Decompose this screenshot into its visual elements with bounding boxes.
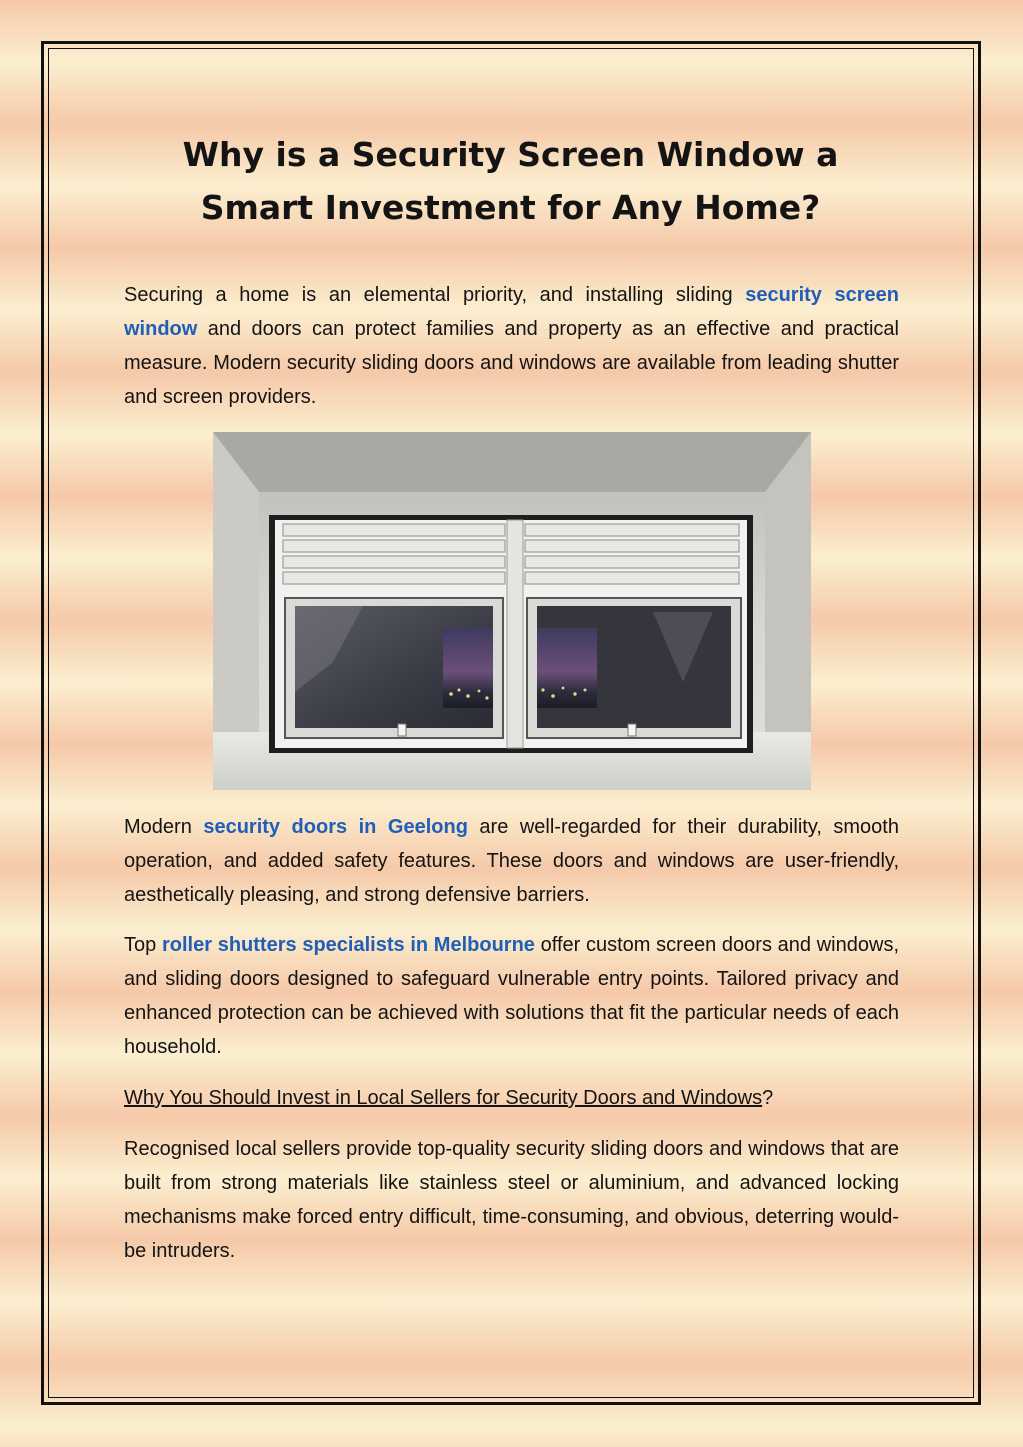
paragraph-geelong xyxy=(124,810,899,912)
paragraph-local-sellers: Recognised local sellers provide top-quality security sliding doors and windows that are built from strong materials like stainless steel or aluminium, and advanced locking mechanisms make forced entry difficult, time-consuming, and obvious, deterring would-be intruders. xyxy=(124,1138,899,1262)
link-security-doors-geelong[interactable]: security doors in Geelong xyxy=(203,816,468,838)
link-security-screen-window[interactable]: security screen window xyxy=(124,284,899,340)
section-heading xyxy=(124,1081,899,1115)
paragraph-intro xyxy=(124,278,899,414)
window-photo-icon xyxy=(213,432,811,790)
paragraph-melbourne-text-1: Top xyxy=(124,934,162,956)
section-heading-suffix: ? xyxy=(762,1087,774,1109)
link-roller-shutters-melbourne[interactable]: roller shutters specialists in Melbourne xyxy=(161,934,535,956)
paragraph-melbourne-text-2: offer custom screen doors and windows, and sliding doors designed to safeguard vulnerable entry points. Tailored privacy and enhanced protection can be achieved with solutions that fit the particular needs of each household. xyxy=(124,934,899,1058)
paragraph-intro-text-2: and doors can protect families and property as an effective and practical measure. Modern security sliding doors and windows are available from leading shutter and screen providers. xyxy=(124,318,899,408)
page-title: Why is a Security Screen Window a Smart Investment for Any Home? xyxy=(182,135,839,227)
paragraph-intro-text-1: Securing a home is an elemental priority, and installing sliding xyxy=(124,284,746,306)
section-heading-text: Why You Should Invest in Local Sellers for Security Doors and Windows xyxy=(124,1087,763,1109)
paragraph-melbourne xyxy=(124,928,899,1064)
paragraph-geelong-text-1: Modern xyxy=(124,816,204,838)
paragraph-geelong-text-2: are well-regarded for their durability, smooth operation, and added safety features. These doors and windows are user-friendly, aesthetically pleasing, and strong defensive barriers. xyxy=(124,816,899,906)
